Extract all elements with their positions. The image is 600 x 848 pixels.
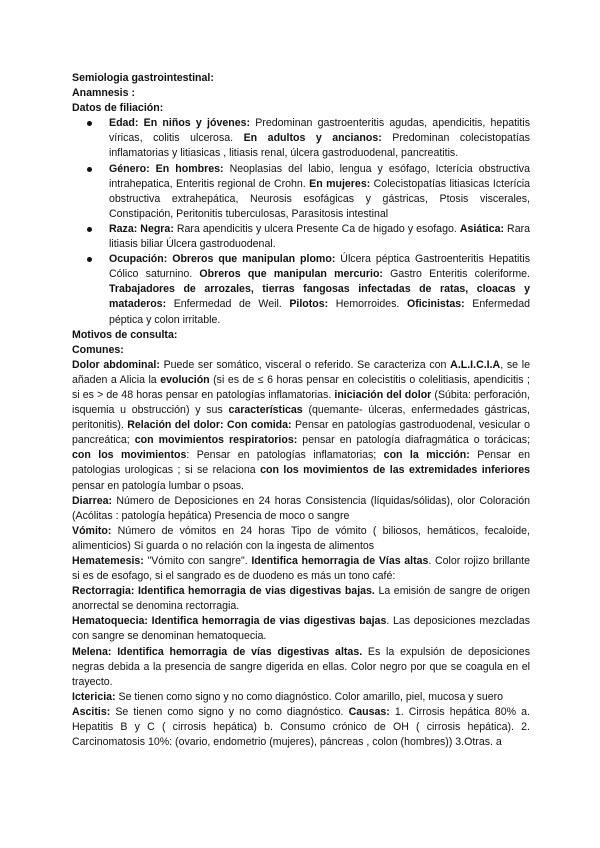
symptom-paragraph	[72, 494, 530, 524]
bold-text-run: A.L.I.C.I.A	[450, 358, 501, 371]
text-run: Hemorroides.	[328, 298, 407, 311]
bold-text-run: Ictericia:	[72, 690, 116, 703]
text-run: 1. Cirrosis hepática 80% a. Hepatitis B y C ( cirrosis hepática) b. Consumo crónico de OH ( cirrosis hepática). 2. Carcinomatosis 10%: (ovario, endometrio (mujeres), páncreas , colon (hombres)) 3.Otras. a	[72, 705, 530, 749]
text-run: pensar en patología diafragmática o torácicas;	[297, 434, 531, 447]
bold-text-run: Causas:	[348, 705, 390, 718]
symptom-paragraph	[72, 705, 530, 750]
bold-text-run: iniciación del dolor	[334, 388, 432, 401]
text-run: Pensar en patologías gastroduodenal, vesicular o pancreática;	[72, 419, 530, 447]
section-anamnesis: Anamnesis :	[72, 87, 135, 100]
symptom-paragraphs	[72, 358, 530, 750]
text-run: Número de Deposiciones en 24 horas Consistencia (líquidas/sólidas), olor Coloración (Acólitas : patología hepática) Presencia de moco o sangre	[72, 494, 530, 522]
bold-text-run: Género: En hombres:	[109, 162, 224, 175]
bold-text-run: Vómito:	[72, 524, 112, 537]
text-run: Número de vómitos en 24 horas Tipo de vómito ( biliosos, hemáticos, fecaloide, alimenticios) Si guarda o no relación con la ingesta de alimentos	[72, 524, 530, 552]
section-comunes: Comunes:	[72, 343, 124, 356]
bold-text-run: Raza: Negra:	[109, 222, 174, 235]
bold-text-run: Hematoquecia: Identifica hemorragia de vias digestivas bajas	[72, 615, 387, 628]
text-run: Gastro Enteritis coleriforme.	[382, 268, 530, 281]
text-run: . Color rojizo brillante si es de esofago, si el sangrado es de duodeno es más un tono café:	[72, 555, 531, 583]
symptom-paragraph	[72, 614, 530, 644]
bullet-item	[109, 116, 530, 161]
bullet-dot-icon	[87, 227, 92, 232]
text-run: Neoplasias del labio, lengua y esófago, Icterícia obstructiva intrahepatica, Enteritis regional de Crohn.	[109, 162, 530, 190]
symptom-paragraph	[72, 645, 530, 690]
bold-text-run: Diarrea:	[72, 494, 113, 507]
symptom-paragraph	[72, 690, 530, 705]
text-run: Enfermedad péptica y colon irritable.	[109, 298, 530, 326]
symptom-paragraph	[72, 554, 530, 584]
bold-text-run: Asiática:	[459, 222, 505, 235]
bold-text-run: con la micción:	[383, 449, 470, 462]
bold-text-run: Rectorragia: Identifica hemorragia de vias digestivas bajas.	[72, 585, 375, 598]
text-run: Pensar en patologias urologicas ; si se relaciona	[72, 449, 530, 477]
text-run: : Pensar en patologías inflamatorias;	[186, 449, 384, 462]
text-run: Es la expulsión de deposiciones negras debida a la presencia de sangre digerida en ellas. Color negro por que se coagula en el trayecto.	[72, 645, 530, 688]
symptom-paragraph	[72, 584, 530, 614]
text-run: , se le añaden a Alicia la	[72, 358, 530, 386]
bold-text-run: características	[228, 404, 303, 417]
text-run: (si es de ≤ 6 horas pensar en colecistitis o colelitiasis, apendicitis ; si es > de 48 horas pensar en patologías inflamatorias.	[72, 373, 530, 401]
bold-text-run: Edad: En niños y jóvenes:	[109, 117, 251, 130]
bold-text-run: evolución	[160, 373, 210, 386]
symptom-paragraph	[72, 524, 530, 554]
text-run: . Las deposiciones mezcladas con sangre se denominan hematoquecia.	[72, 615, 530, 643]
bold-text-run: Obreros que manipulan mercurio:	[199, 268, 383, 281]
text-run: (quemante- úlceras, enfermedades gástricas, peritonitis).	[72, 404, 530, 432]
bold-text-run: Identifica hemorragia de Vías altas	[251, 555, 429, 567]
bullet-dot-icon	[87, 257, 92, 262]
text-run: Predominan gastroenteritis agudas, apendicitis, hepatitis víricas, colitis ulcerosa.	[109, 117, 530, 145]
bold-text-run: con los movimientos	[72, 449, 187, 462]
bold-text-run: Dolor abdominal:	[72, 358, 160, 371]
text-run: Úlcera péptica Gastroenteritis Hepatitis Cólico saturnino.	[109, 253, 530, 281]
bold-text-run: Trabajadores de arrozales, tierras fangosas infectadas de ratas, cloacas y mataderos:	[109, 283, 530, 311]
text-run: Rara apendicitis y ulcera Presente Ca de higado y esofago.	[173, 222, 460, 235]
symptom-paragraph	[72, 358, 530, 494]
bold-text-run: En mujeres:	[309, 177, 371, 190]
bold-text-run: Oficinistas:	[406, 298, 465, 311]
bold-text-run: con movimientos respiratorios:	[134, 434, 298, 447]
bullet-item	[109, 222, 530, 252]
bold-text-run: Ocupación: Obreros que manipulan plomo:	[109, 253, 336, 266]
section-motivos-consulta: Motivos de consulta:	[72, 328, 178, 341]
text-run: La emisión de sangre de origen anorrectal se denomina rectorragia.	[72, 585, 531, 613]
text-run: (Súbita: perforación, isquemia u obstrucción) y sus	[72, 388, 530, 417]
text-run: "Vómito con sangre".	[143, 555, 252, 567]
text-run: pensar en patología lumbar o psoas.	[72, 479, 244, 492]
text-run: Predominan colecistopatías inflamatorias y litiasicas , litiasis renal, úlcera gastroduodenal, pancreatitis.	[109, 132, 530, 160]
bold-text-run: En adultos y ancianos:	[243, 132, 382, 145]
text-run: Se tienen como signo y no como diagnóstico.	[110, 705, 349, 718]
text-run: Enfermedad de Weil.	[166, 298, 290, 311]
text-run: Puede ser somático, visceral o referido. Se caracteriza con	[159, 358, 451, 371]
bold-text-run: Ascitis:	[72, 705, 111, 718]
bullet-dot-icon	[87, 121, 92, 126]
bold-text-run: Melena: Identifica hemorragia de vías digestivas altas.	[72, 645, 363, 658]
text-run: Rara litiasis biliar Úlcera gastroduodenal.	[109, 222, 531, 251]
bold-text-run: con los movimientos de las extremidades inferiores	[260, 464, 530, 477]
bold-text-run: Relación del dolor: Con comida:	[127, 419, 292, 432]
filiation-bullet-list	[72, 116, 530, 327]
bullet-dot-icon	[87, 167, 92, 172]
text-run: Colecistopatías litiasicas Icterícia obstructiva extrahepática, Neurosis esofágicas y gástricas, Ptosis viscerales, Constipación, Peritonitis tuberculosas, Parasitosis intestinal	[109, 177, 530, 220]
bold-text-run: Pilotos:	[289, 298, 329, 311]
bullet-item	[109, 252, 530, 327]
section-datos-filiacion: Datos de filiación:	[72, 102, 164, 115]
document-title: Semiologia gastrointestinal:	[72, 72, 214, 84]
text-run: Se tienen como signo y no como diagnóstico. Color amarillo, piel, mucosa y suero	[115, 690, 504, 703]
bold-text-run: Hematemesis:	[72, 555, 144, 567]
bullet-item	[109, 162, 530, 222]
